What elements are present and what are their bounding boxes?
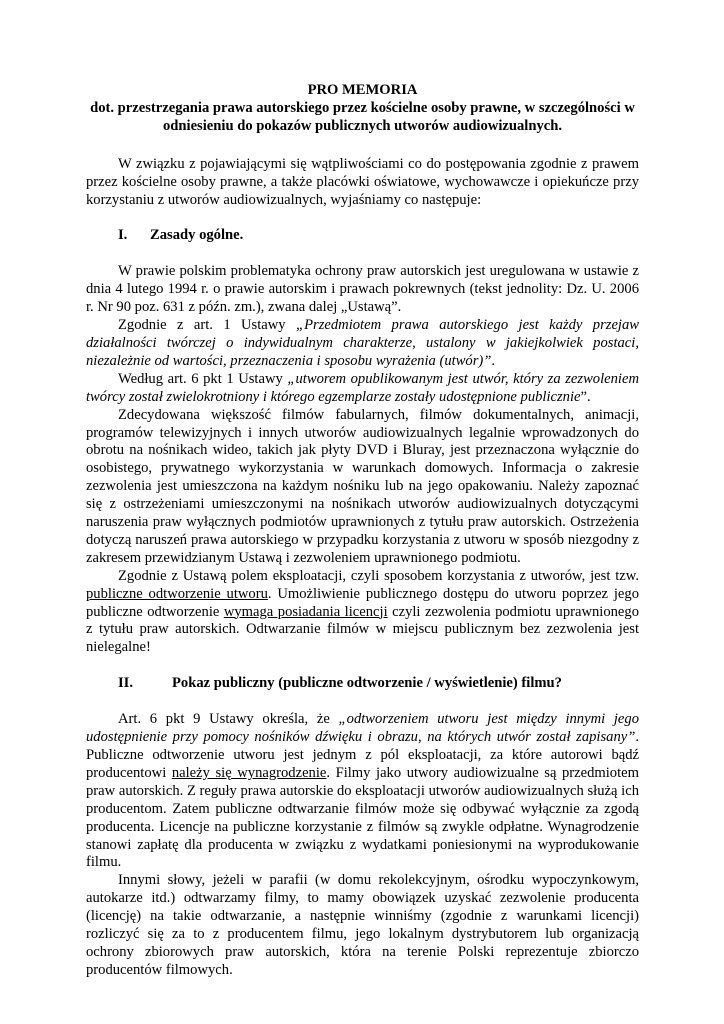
paragraph-art6: [86, 371, 639, 407]
paragraph: Innymi słowy, jeżeli w parafii (w domu rekolekcyjnym, ośrodku wypoczynkowym, autokarze itd.) odtwarzamy filmy, to mamy obowiązek uzyskać zezwolenie producenta (licencję) na takie odtwarzanie, a następnie winniśmy (zgodnie z warunkami licencji) rozliczyć się za to z producentem filmu, jego lokalnym dystrybutorem lub organizacją ochrony zbiorowych praw autorskich, która na terenie Polski reprezentuje zbiorczo producentów filmowych.: [86, 872, 639, 978]
quotation: „odtworzeniem utworu jest między innymi jego udostępnienie przy pomocy nośników dźwięku i obrazu, na których utwór został zapisany”: [86, 711, 639, 746]
text: . Filmy jako utwory audiowizualne są przedmiotem praw autorskich. Z reguły prawa autorskie do eksploatacji utworów audiowizualnych służą ich producentom. Zatem publiczne odtwarzanie filmów może się odbywać wyłącznie za zgodą producenta. Licencje na publiczne korzystanie z filmów są zwykle odpłatne. Wynagrodzenie stanowi zapłatę dla producenta w związku z wydatkami poniesionymi na wyprodukowanie filmu.: [86, 764, 639, 871]
text: . Publiczne odtworzenie utworu jest jednym z pól eksploatacji, za które autorowi bądź producentowi: [86, 729, 639, 781]
text: Według art. 6 pkt 1 Ustawy: [118, 370, 288, 387]
paragraph-license: [86, 568, 639, 658]
text: Zgodnie z Ustawą polem eksploatacji, czyli sposobem korzystania z utworów, jest tzw.: [118, 567, 639, 584]
paragraph: W prawie polskim problematyka ochrony praw autorskich jest uregulowana w ustawie z dnia 4 lutego 1994 r. o prawie autorskim i prawach pokrewnych (tekst jednolity: Dz. U. 2006 r. Nr 90 poz. 631 z późn. zm.), zwana dalej „Ustawą”.: [86, 263, 639, 316]
text: czyli zezwolenia podmiotu uprawnionego z tytułu praw autorskich. Odtwarzanie filmów w miejscu publicznym bez zezwolenia jest nielegalne!: [86, 603, 640, 656]
underlined-term: publiczne odtworzenie utworu: [86, 585, 268, 602]
paragraph-art6-pkt9: [86, 711, 639, 872]
section-heading-1: [86, 227, 639, 245]
quotation: „Przedmiotem prawa autorskiego jest każdy przejaw działalności twórczej o indywidualnym charakterze, ustalony w jakiejkolwiek postaci, niezależnie od wartości, przeznaczenia i sposobu wyrażenia (utwór)”: [86, 317, 640, 369]
text: Art. 6 pkt 9 Ustawy określa, że: [118, 711, 339, 728]
paragraph: Zdecydowana większość filmów fabularnych, filmów dokumentalnych, animacji, programów telewizyjnych i innych utworów audiowizualnych legalnie wprowadzonych do obrotu na nośnikach wideo, takich jak płyty DVD i Bluray, jest przeznaczona wyłącznie do osobistego, prywatnego wykorzystania w warunkach domowych. Informacja o zakresie zezwolenia jest umieszczona na każdym nośniku lub na jego opakowaniu. Należy zapoznać się z ostrzeżeniami umieszczonymi na nośnikach utworów audiowizualnych dotyczącymi naruszenia praw wyłącznych podmiotów uprawnionych z tytułu praw autorskich. Ostrzeżenia dotyczą naruszeń prawa autorskiego w przypadku korzystania z utworu w sposób niezgodny z zakresem przewidzianym Ustawą i zezwoleniem uprawnionego podmiotu.: [86, 406, 639, 566]
section-heading-2: [86, 675, 639, 693]
document-page: [86, 82, 639, 980]
section-title: Zasady ogólne.: [150, 227, 244, 244]
intro-paragraph: W związku z pojawiającymi się wątpliwościami co do postępowania zgodnie z prawem przez kościelne osoby prawne, a także placówki oświatowe, wychowawcze i opiekuńcze przy korzystaniu z utworów audiowizualnych, wyjaśniamy co następuje:: [86, 155, 639, 208]
document-title: PRO MEMORIA: [307, 82, 418, 98]
quotation: „utworem opublikowanym jest utwór, który za zezwoleniem twórcy został zwielokrotniony i którego egzemplarze zostały udostępnione publicznie: [86, 370, 639, 405]
section-number: II.: [118, 675, 134, 692]
text: Zgodnie z art. 1 Ustawy: [118, 317, 296, 334]
text: . Umożliwienie publicznego dostępu do utworu poprzez jego publiczne odtworzenie: [86, 585, 639, 620]
section-number: I.: [118, 227, 128, 244]
section-title: Pokaz publiczny (publiczne odtworzenie / wyświetlenie) filmu?: [172, 675, 562, 692]
document-subtitle-line2: odniesieniu do pokazów publicznych utworów audiowizualnych.: [163, 117, 562, 134]
text: ”.: [580, 388, 591, 405]
underlined-term: wymaga posiadania licencji: [223, 603, 388, 620]
underlined-term: należy się wynagrodzenie: [171, 764, 327, 781]
document-subtitle-line1: dot. przestrzegania prawa autorskiego przez kościelne osoby prawne, w szczególności w: [90, 99, 635, 116]
text: .: [491, 352, 496, 369]
paragraph-art1: [86, 317, 639, 371]
